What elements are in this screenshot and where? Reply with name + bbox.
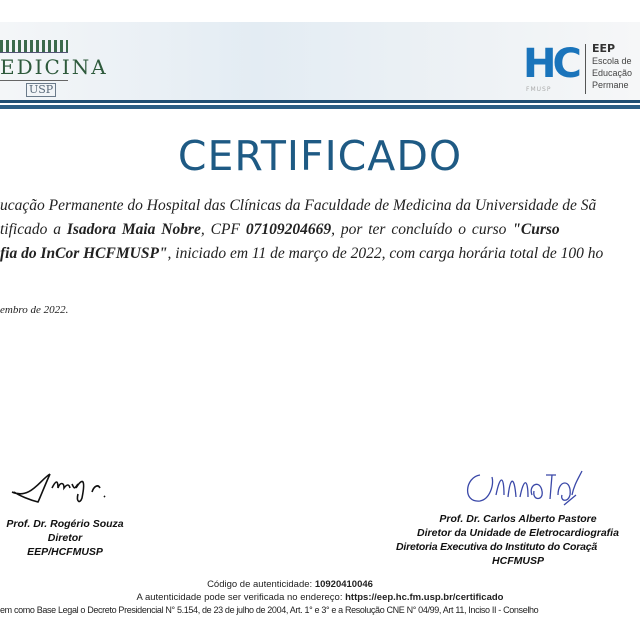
logo-divider bbox=[585, 44, 586, 94]
signature-left bbox=[10, 470, 110, 510]
usp-logo: USP bbox=[26, 83, 56, 97]
text: A autenticidade pode ser verificada no endereço: bbox=[136, 592, 346, 603]
code-value: 10920410046 bbox=[314, 579, 373, 590]
signatory-role: Diretor da Unidade de Eletrocardiografia bbox=[417, 527, 619, 539]
text: tificado a bbox=[0, 221, 67, 238]
text: Código de autenticidade: bbox=[207, 579, 315, 590]
signatory-role: Diretoria Executiva do Instituto do Coraçã bbox=[396, 541, 598, 553]
verification-link[interactable]: https://eep.hc.fm.usp.br/certificado bbox=[345, 592, 504, 603]
eep-label: EEP bbox=[592, 42, 616, 55]
text: , por ter concluído o curso bbox=[331, 221, 513, 238]
eep-line: Educação bbox=[592, 68, 633, 78]
course-name: fia do InCor HCFMUSP" bbox=[0, 245, 168, 262]
body-line-3 bbox=[0, 245, 603, 263]
cpf: 07109204669 bbox=[245, 221, 332, 238]
logo-rule bbox=[0, 80, 68, 81]
eep-line: Permane bbox=[592, 80, 629, 90]
signatory-role: Diretor bbox=[47, 532, 83, 544]
signature-right bbox=[460, 465, 590, 513]
text: , iniciado em 11 de março de 2022, com carga horária total de 100 ho bbox=[167, 245, 604, 262]
text: , CPF bbox=[200, 221, 246, 238]
body-line-1: ucação Permanente do Hospital das Clínicas da Faculdade de Medicina da Universidade de Sã bbox=[0, 197, 597, 214]
signatory-name: Prof. Dr. Carlos Alberto Pastore bbox=[439, 513, 597, 525]
issue-date: embro de 2022. bbox=[0, 304, 69, 316]
signatory-org: EEP/HCFMUSP bbox=[27, 546, 103, 558]
certificate-title: CERTIFICADO bbox=[177, 132, 463, 180]
course-name: "Curso bbox=[512, 221, 560, 238]
hc-logo: HC bbox=[523, 41, 578, 87]
legal-basis: em como Base Legal o Decreto Presidencial N° 5.154, de 23 de julho de 2004, Art. 1° e 3° e a Resolução CNE N° 04/99, Art 11, Inciso II - Conselho bbox=[0, 605, 539, 615]
signatory-name: Prof. Dr. Rogério Souza bbox=[6, 518, 124, 530]
verification-line bbox=[0, 592, 640, 603]
authenticity-code bbox=[0, 579, 580, 590]
signatory-org: HCFMUSP bbox=[492, 555, 544, 567]
header-divider bbox=[0, 105, 640, 109]
fmusp-label: FMUSP bbox=[526, 86, 552, 93]
medicina-logo-text: EDICINA bbox=[0, 55, 108, 79]
student-name: Isadora Maia Nobre bbox=[66, 221, 201, 238]
header-divider bbox=[0, 100, 640, 103]
eep-line: Escola de bbox=[592, 56, 632, 66]
body-line-2 bbox=[0, 221, 560, 239]
medicina-building-icon bbox=[0, 40, 68, 53]
